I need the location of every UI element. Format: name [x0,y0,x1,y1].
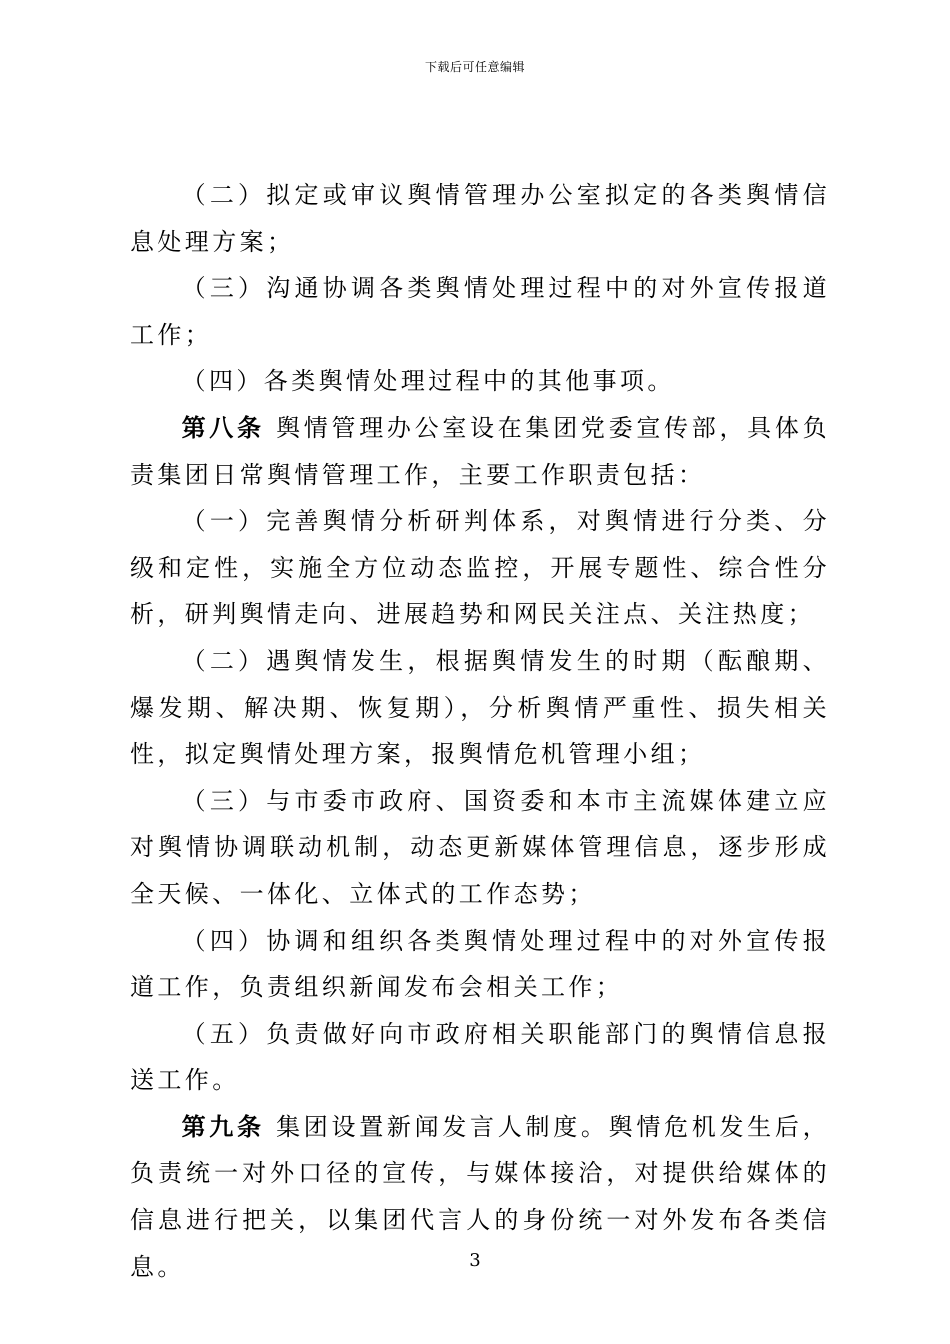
paragraph-text: （二）遇舆情发生，根据舆情发生的时期（酝酿期、爆发期、解决期、恢复期），分析舆情严重性、损失相关性，拟定舆情处理方案，报舆情危机管理小组； [130,646,830,769]
paragraph-text: 舆情管理办公室设在集团党委宣传部，具体负责集团日常舆情管理工作，主要工作职责包括： [130,413,830,489]
header-note: 下载后可任意编辑 [424,60,525,74]
article-label: 第九条 [181,1112,265,1141]
paragraph-text: （三）沟通协调各类舆情处理过程中的对外宣传报道工作； [130,274,830,349]
article-8-item-1 [130,498,830,638]
paragraph-text: （四）协调和组织各类舆情处理过程中的对外宣传报道工作，负责组织新闻发布会相关工作； [130,926,830,1002]
article-8-item-4 [130,918,830,1011]
article-8-item-3 [130,778,830,918]
article-label: 第八条 [181,413,265,442]
paragraph-item-4 [130,358,830,405]
paragraph-item-3 [130,265,830,358]
page-number: 3 [469,1250,481,1271]
paragraph-item-2 [130,172,830,265]
article-8 [130,405,830,498]
paragraph-text: （四）各类舆情处理过程中的其他事项。 [181,367,675,396]
article-8-item-5 [130,1011,830,1104]
article-8-item-2 [130,638,830,778]
paragraph-text: （三）与市委市政府、国资委和本市主流媒体建立应对舆情协调联动机制，动态更新媒体管理信息，逐步形成全天候、一体化、立体式的工作态势； [130,786,830,908]
paragraph-text: （二）拟定或审议舆情管理办公室拟定的各类舆情信息处理方案； [130,181,830,256]
paragraph-text: 集团设置新闻发言人制度。舆情危机发生后，负责统一对外口径的宣传，与媒体接洽，对提供给媒体的信息进行把关，以集团代言人的身份统一对外发布各类信息。 [130,1112,830,1281]
paragraph-text: （五）负责做好向市政府相关职能部门的舆情信息报送工作。 [130,1019,830,1095]
document-body [130,172,830,1290]
paragraph-text: （一）完善舆情分析研判体系，对舆情进行分类、分级和定性，实施全方位动态监控，开展专题性、综合性分析，研判舆情走向、进展趋势和网民关注点、关注热度； [130,507,830,629]
